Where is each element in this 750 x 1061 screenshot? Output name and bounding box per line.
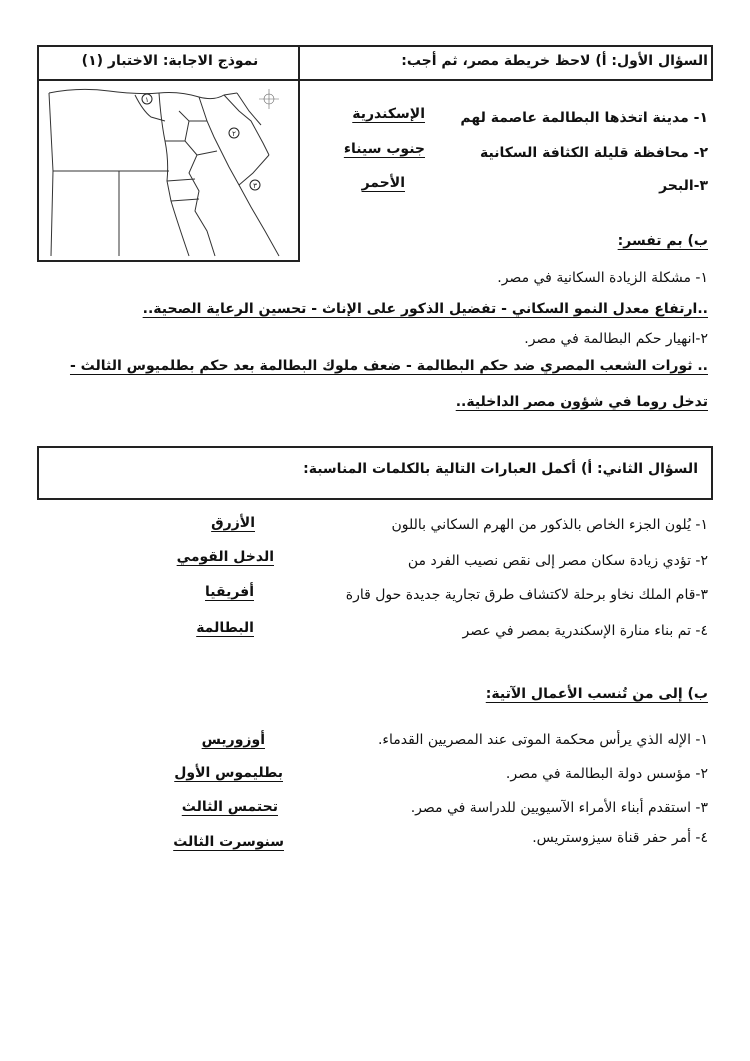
q2b-item-4: ٤- أمر حفر قناة سيزوستريس.	[532, 830, 708, 846]
q1b-item-1: ١- مشكلة الزيادة السكانية في مصر.	[497, 270, 708, 286]
q1-answer-1: الإسكندرية	[352, 106, 425, 122]
q2b-item-2: ٢- مؤسس دولة البطالمة في مصر.	[505, 766, 708, 782]
q2b-item-3: ٣- استقدم أبناء الأمراء الآسيويين للدراسة في مصر.	[410, 800, 708, 816]
header-divider	[298, 45, 300, 81]
egypt-map	[39, 81, 298, 260]
q1b-answer-2-line2: تدخل روما في شؤون مصر الداخلية..	[455, 394, 708, 410]
q2-item-1: ١- يُلون الجزء الخاص بالذكور من الهرم السكاني باللون	[391, 517, 708, 533]
question-1-title: السؤال الأول: أ) لاحظ خريطة مصر، ثم أجب:	[401, 53, 708, 69]
q2b-answer-4: سنوسرت الثالث	[173, 834, 284, 850]
answer-model-title: نموذج الاجابة: الاختبار (١)	[81, 53, 259, 69]
q1-item-3: ٣-البحر	[659, 178, 708, 194]
q1-item-2: ٢- محافظة قليلة الكثافة السكانية	[480, 145, 708, 161]
q2b-answer-2: بطليموس الأول	[174, 765, 283, 781]
map-label-1: ١	[145, 96, 149, 104]
q1-item-1: ١- مدينة اتخذها البطالمة عاصمة لهم	[460, 110, 708, 126]
q1b-item-2: ٢-انهيار حكم البطالمة في مصر.	[524, 331, 708, 347]
map-label-3: ٣	[253, 182, 257, 190]
map-label-2: ٢	[232, 130, 236, 138]
q1b-title: ب) بم تفسر:	[617, 233, 708, 249]
q2-answer-3: أفريقيا	[205, 584, 254, 600]
q2b-answer-3: تحتمس الثالث	[181, 799, 278, 815]
q1b-answer-2-line1: .. ثورات الشعب المصري ضد حكم البطالمة - ضعف ملوك البطالمة بعد حكم بطلميوس الثالث -	[69, 358, 708, 374]
q2-answer-1: الأزرق	[211, 515, 255, 531]
q2-answer-4: البطالمة	[196, 620, 254, 636]
map-box	[37, 79, 300, 262]
q1-answer-3: الأحمر	[361, 175, 405, 191]
q2b-title: ب) إلى من تُنسب الأعمال الآتية:	[485, 686, 708, 702]
q1-answer-2: جنوب سيناء	[343, 141, 425, 157]
q2-item-4: ٤- تم بناء منارة الإسكندرية بمصر في عصر	[462, 623, 708, 639]
question-2-title: السؤال الثاني: أ) أكمل العبارات التالية بالكلمات المناسبة:	[303, 461, 698, 477]
q2b-answer-1: أوزوريس	[201, 732, 265, 748]
q2-item-3: ٣-قام الملك نخاو برحلة لاكتشاف طرق تجارية جديدة حول قارة	[345, 587, 708, 603]
q2-item-2: ٢- تؤدي زيادة سكان مصر إلى نقص نصيب الفرد من	[407, 553, 708, 569]
q2-answer-2: الدخل القومي	[176, 549, 274, 565]
q2b-item-1: ١- الإله الذي يرأس محكمة الموتى عند المصريين القدماء.	[377, 732, 708, 748]
q1b-answer-1: ..ارتفاع معدل النمو السكاني - تفضيل الذكور على الإناث - تحسين الرعاية الصحية..	[142, 301, 708, 317]
